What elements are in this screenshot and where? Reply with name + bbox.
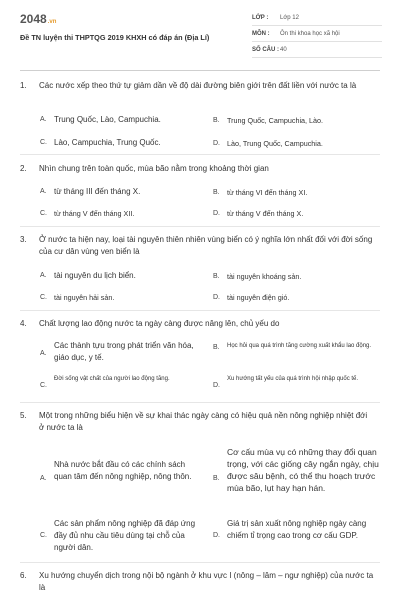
meta-row-grade <box>252 10 382 26</box>
option-letter: D. <box>213 210 220 217</box>
meta-row-subject <box>252 26 382 42</box>
meta-value: 40 <box>280 46 287 53</box>
option-text: từ tháng III đến tháng X. <box>54 187 141 196</box>
option-text: Lào, Trung Quốc, Campuchia. <box>227 139 323 148</box>
question-1-option-a[interactable] <box>40 114 205 126</box>
option-letter: C. <box>40 294 47 301</box>
meta-value: Lớp 12 <box>280 14 299 21</box>
question-4-option-b[interactable] <box>213 342 378 353</box>
option-text: Trung Quốc, Lào, Campuchia. <box>54 115 161 124</box>
option-text: Học hỏi qua quá trình tăng cường xuất khẩu lao động. <box>227 343 372 349</box>
option-letter: D. <box>213 294 220 301</box>
option-letter: C. <box>40 139 47 146</box>
question-5 <box>20 410 380 434</box>
question-4-option-c[interactable] <box>40 375 200 391</box>
option-text: từ tháng V đến tháng XII. <box>54 209 135 218</box>
option-letter: D. <box>213 532 220 539</box>
question-2-option-d[interactable] <box>213 208 383 219</box>
question-4-option-d[interactable] <box>213 375 378 391</box>
option-text: Trung Quốc, Campuchia, Lào. <box>227 116 324 125</box>
option-letter: A. <box>40 350 47 357</box>
option-letter: D. <box>213 382 220 389</box>
question-text: Các nước xếp theo thứ tự giảm dần về độ dài đường biên giới trên đất liền với nước ta là <box>39 81 357 90</box>
option-letter: C. <box>40 532 47 539</box>
option-text: Xu hướng tất yếu của quá trình hội nhập quốc tế. <box>227 376 359 382</box>
logo-main: 2048 <box>20 12 47 26</box>
question-1-option-c[interactable] <box>40 137 205 149</box>
option-text: Giá trị sản xuất nông nghiệp ngày càng chiếm tỉ trọng cao trong cơ cấu GDP. <box>227 519 367 540</box>
meta-value: Ôn thi khoa học xã hội <box>280 30 340 37</box>
question-5-option-d[interactable] <box>213 518 383 542</box>
option-text: Cơ cấu mùa vụ có những thay đổi quan trọng, với các giống cây ngắn ngày, chịu được sâu bệnh, có thể thu hoạch trước mùa bão, lụt hay hạn hán. <box>227 447 379 493</box>
meta-key: SỐ CÂU : <box>252 46 279 53</box>
header-divider <box>20 70 380 71</box>
option-letter: D. <box>213 140 220 147</box>
question-1-option-d[interactable] <box>213 138 383 149</box>
option-letter: A. <box>40 116 47 123</box>
exam-title: Đề TN luyện thi THPTQG 2019 KHXH có đáp án (Địa Lí) <box>20 33 210 42</box>
question-text: Xu hướng chuyển dịch trong nội bộ ngành ở khu vực I (nông – lâm – ngư nghiệp) của nước ta là <box>39 571 374 592</box>
question-divider <box>20 154 380 155</box>
option-letter: B. <box>213 475 220 482</box>
option-letter: C. <box>40 382 47 389</box>
option-text: Nhà nước bắt đầu có các chính sách quan tâm đến nông nghiệp, nông thôn. <box>54 460 192 481</box>
question-3-option-d[interactable] <box>213 292 383 303</box>
question-6 <box>20 570 380 594</box>
option-letter: B. <box>213 117 220 124</box>
question-divider <box>20 310 380 311</box>
question-text: Nhìn chung trên toàn quốc, mùa bão nằm trong khoảng thời gian <box>39 164 269 173</box>
question-number: 5. <box>20 411 27 420</box>
question-number: 2. <box>20 164 27 173</box>
question-text: Ở nước ta hiện nay, loại tài nguyên thiên nhiên vùng biển có ý nghĩa lớn nhất đối với đời sống của cư dân vùng ven biển là <box>39 235 373 256</box>
question-text: Một trong những biểu hiện về sự khai thác ngày càng có hiệu quả nền nông nghiệp nhiệt đới ở nước ta là <box>39 411 368 432</box>
question-3-option-c[interactable] <box>40 292 205 303</box>
question-divider <box>20 226 380 227</box>
option-text: tài nguyên hải sản. <box>54 293 115 302</box>
question-5-option-c[interactable] <box>40 518 205 554</box>
question-4-option-a[interactable] <box>40 340 200 364</box>
question-2-option-a[interactable] <box>40 186 205 198</box>
option-letter: B. <box>213 344 220 351</box>
question-number: 3. <box>20 235 27 244</box>
meta-key: LỚP : <box>252 14 269 21</box>
question-5-option-a[interactable] <box>40 459 205 484</box>
option-text: tài nguyên khoáng sản. <box>227 272 302 281</box>
option-text: từ tháng VI đến tháng XI. <box>227 188 308 197</box>
option-text: tài nguyên du lịch biển. <box>54 271 136 280</box>
question-4 <box>20 318 380 330</box>
option-text: từ tháng V đến tháng X. <box>227 209 304 218</box>
logo-suffix: .vn <box>47 19 57 25</box>
question-2 <box>20 163 380 175</box>
question-divider <box>20 562 380 563</box>
meta-row-question-count <box>252 42 382 58</box>
option-letter: B. <box>213 189 220 196</box>
question-1 <box>20 80 380 92</box>
option-text: Lào, Campuchia, Trung Quốc. <box>54 138 161 147</box>
option-letter: A. <box>40 188 47 195</box>
question-2-option-c[interactable] <box>40 208 205 219</box>
question-3-option-a[interactable] <box>40 270 205 282</box>
question-number: 4. <box>20 319 27 328</box>
option-text: Các sản phẩm nông nghiệp đã đáp ứng đầy đủ nhu cầu tiêu dùng tại chỗ của người dân. <box>54 519 196 552</box>
question-5-option-b[interactable] <box>213 446 383 494</box>
question-text: Chất lượng lao động nước ta ngày càng được nâng lên, chủ yếu do <box>39 319 280 328</box>
option-text: tài nguyên điện gió. <box>227 293 290 302</box>
option-letter: A. <box>40 475 47 482</box>
question-number: 6. <box>20 571 27 580</box>
question-3 <box>20 234 380 258</box>
question-1-option-b[interactable] <box>213 115 383 126</box>
question-2-option-b[interactable] <box>213 187 383 198</box>
option-text: Các thành tựu trong phát triển văn hóa, giáo dục, y tế. <box>54 341 194 362</box>
option-letter: B. <box>213 273 220 280</box>
document-header <box>0 0 400 68</box>
question-divider <box>20 402 380 403</box>
exam-meta-table <box>252 10 382 58</box>
meta-key: MÔN : <box>252 30 270 37</box>
option-letter: C. <box>40 210 47 217</box>
question-number: 1. <box>20 81 27 90</box>
option-letter: A. <box>40 272 47 279</box>
site-logo[interactable] <box>20 12 56 26</box>
option-text: Đời sống vật chất của người lao động tăng. <box>54 376 170 382</box>
question-3-option-b[interactable] <box>213 271 383 282</box>
